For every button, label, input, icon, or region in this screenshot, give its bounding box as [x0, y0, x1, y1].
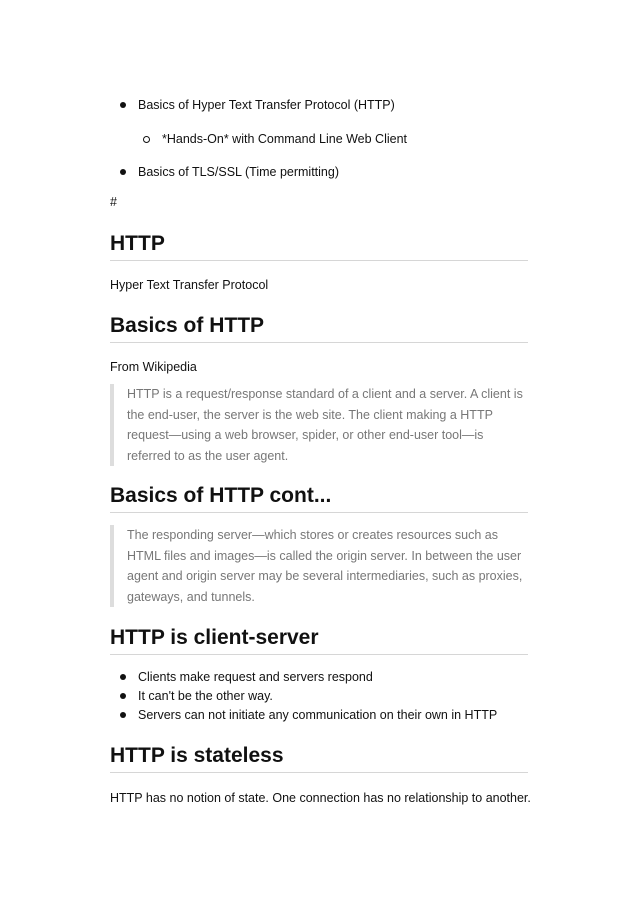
list-item	[120, 669, 373, 685]
blockquote	[110, 525, 528, 607]
section-heading-client-server: HTTP is client-server	[110, 625, 528, 655]
list-item-text: Servers can not initiate any communication on their own in HTTP	[138, 708, 498, 722]
section-heading-basics-cont: Basics of HTTP cont...	[110, 483, 528, 513]
list-item	[120, 97, 395, 113]
list-item-text: Basics of Hyper Text Transfer Protocol (HTTP)	[138, 98, 395, 112]
bullet-icon	[120, 169, 126, 175]
list-item	[120, 688, 273, 704]
stateless-text: HTTP has no notion of state. One connection has no relationship to another.	[110, 791, 531, 805]
bullet-icon	[120, 712, 126, 718]
bullet-icon	[120, 693, 126, 699]
list-item	[120, 707, 497, 723]
list-item-text: It can't be the other way.	[138, 689, 273, 703]
sub-list-item	[143, 131, 407, 147]
section-heading-http: HTTP	[110, 231, 528, 261]
hash-line: #	[110, 195, 117, 209]
list-item-text: Clients make request and servers respond	[138, 670, 373, 684]
http-definition: Hyper Text Transfer Protocol	[110, 278, 269, 292]
source-note: From Wikipedia	[110, 360, 197, 374]
hollow-bullet-icon	[143, 136, 150, 143]
list-item	[120, 164, 339, 180]
section-heading-stateless: HTTP is stateless	[110, 743, 528, 773]
blockquote	[110, 384, 528, 466]
sub-list-item-text: *Hands-On* with Command Line Web Client	[162, 132, 408, 146]
list-item-text: Basics of TLS/SSL (Time permitting)	[138, 165, 339, 179]
section-heading-basics: Basics of HTTP	[110, 313, 528, 343]
blockquote-text: HTTP is a request/response standard of a client and a server. A client is the end-user, the server is the web site. The client making a HTTP request—using a web browser, spider, or other end-user tool—is referred to as the user agent.	[127, 387, 523, 463]
blockquote-text: The responding server—which stores or creates resources such as HTML files and images—is called the origin server. In between the user agent and origin server may be several intermediaries, such as proxies, gateways, and tunnels.	[127, 528, 523, 604]
bullet-icon	[120, 674, 126, 680]
bullet-icon	[120, 102, 126, 108]
